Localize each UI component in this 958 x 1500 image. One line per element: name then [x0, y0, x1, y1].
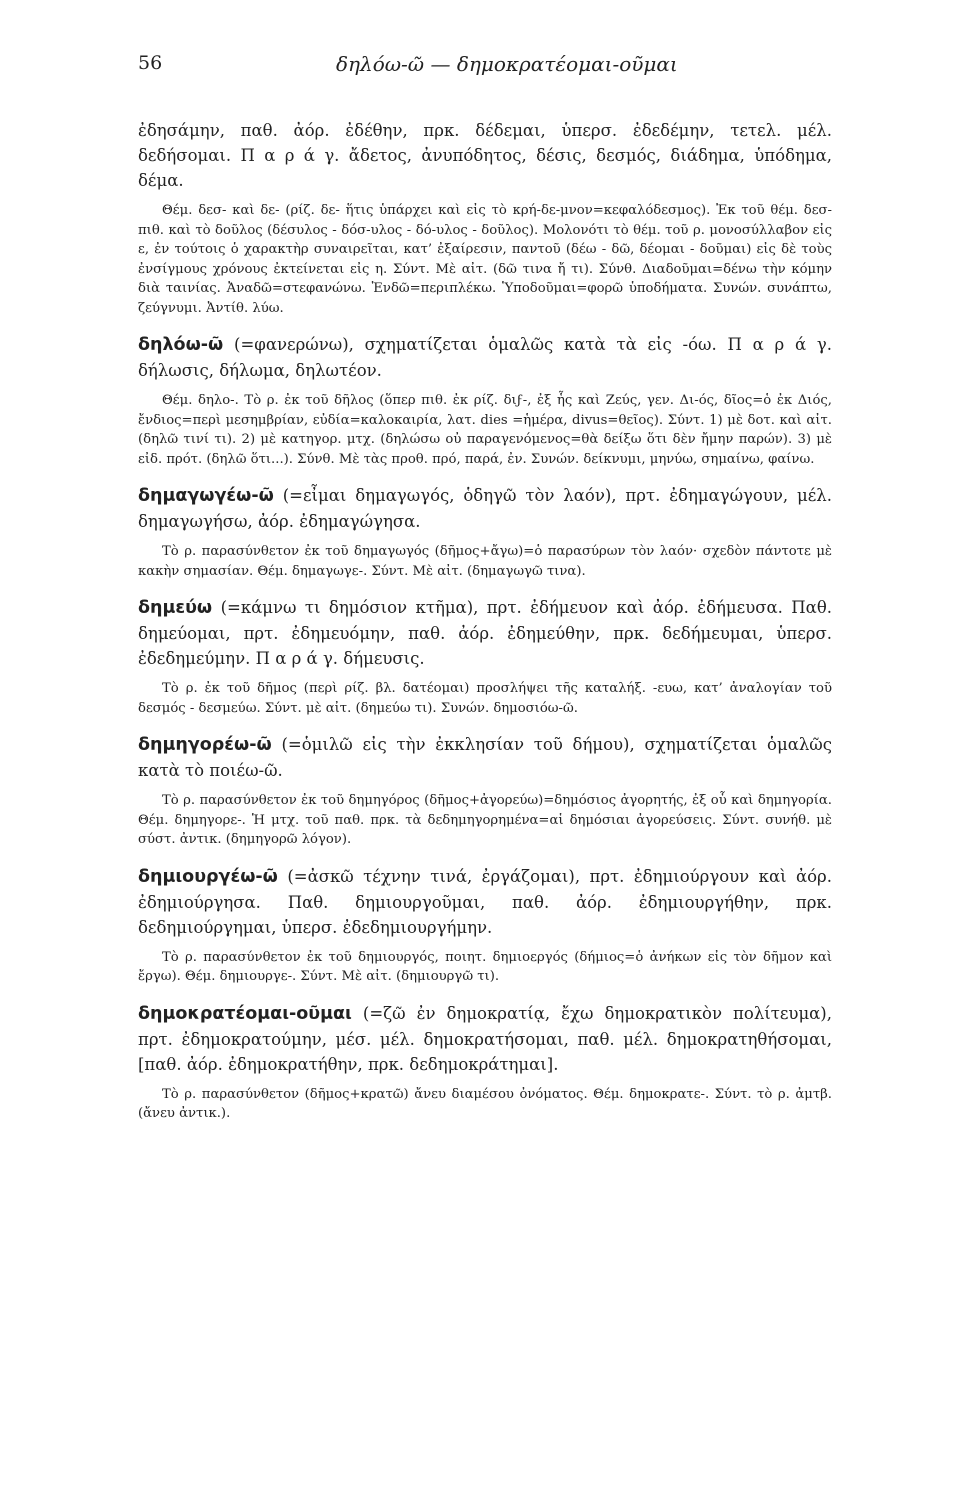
- entry-lemma: δημιουργέω-ῶ: [138, 866, 278, 887]
- entry-continuation: ἐδησάμην, παθ. ἀόρ. ἐδέθην, πρκ. δέδεμαι, ὑπερσ. ἐδεδέμην, τετελ. μέλ. δεδήσομαι. Π α ρ ά γ. ἄδετος, ἀνυπόδητος, δέσις, δεσμός, διάδημα, ὑπόδημα, δέμα.: [138, 121, 832, 190]
- entry-head: [138, 332, 832, 383]
- page-header: [138, 52, 838, 86]
- entry-etymology: Τὸ ρ. παρασύνθετον ἐκ τοῦ δημηγόρος (δῆμος+ἀγορεύω)=δημόσιος ἀγορητής, ἐξ οὗ καὶ δημηγορία. Θέμ. δημηγορε-. Ἡ μτχ. τοῦ παθ. πρκ. τὰ δεδημηγορημένα=αἱ δημόσιαι ἀγορεύσεις. Σύντ. συνήθ. μὲ σύστ. ἀντικ. (δημηγορῶ λόγον).: [138, 793, 832, 847]
- entry-head: [138, 864, 832, 940]
- entry-head: [138, 732, 832, 783]
- entry-etymology: Τὸ ρ. ἐκ τοῦ δῆμος (περὶ ρίζ. βλ. δατέομαι) προσλήψει τῆς καταλήξ. -ευω, κατ’ ἀναλογίαν τοῦ δεσμός - δεσμεύω. Σύντ. μὲ αἰτ. (δημεύω τι). Συνών. δημοσιόω-ῶ.: [138, 681, 832, 716]
- entry-etymology: Τὸ ρ. παρασύνθετον ἐκ τοῦ δημιουργός, ποιητ. δημιοεργός (δήμιος=ὁ ἀνήκων εἰς τὸν δῆμον καὶ ἔργω). Θέμ. δημιουργε-. Σύντ. Μὲ αἰτ. (δημιουργῶ τι).: [138, 949, 832, 984]
- running-head: δηλόω-ῶ — δημοκρατέομαι-οῦμαι: [336, 52, 678, 76]
- entry-definition: (=φανερώνω), σχηματίζεται ὁμαλῶς κατὰ τὰ εἰς -όω. Π α ρ ά γ. δήλωσις, δήλωμα, δηλωτέον.: [138, 335, 832, 380]
- entry-lemma: δηλόω-ῶ: [138, 335, 224, 355]
- page-body: [138, 118, 832, 1138]
- entry-lemma: δημεύω: [138, 598, 213, 618]
- entry-definition: (=εἶμαι δημαγωγός, ὁδηγῶ τὸν λαόν), πρτ. ἐδημαγώγουν, μέλ. δημαγωγήσω, ἀόρ. ἐδημαγώγησα.: [138, 486, 832, 531]
- entry-lemma: δημοκρατέομαι-οῦμαι: [138, 1003, 352, 1024]
- entry-definition: (=ἀσκῶ τέχνην τινά, ἐργάζομαι), πρτ. ἐδημιούργουν καὶ ἀόρ. ἐδημιούργησα. Παθ. δημιουργοῦμαι, παθ. ἀόρ. ἐδημιουργήθην, πρκ. δεδημιούργημαι, ὑπερσ. ἐδεδημιουργήμην.: [138, 866, 832, 937]
- entry-head: [138, 595, 832, 671]
- entry-definition: (=ζῶ ἐν δημοκρατίᾳ, ἔχω δημοκρατικὸν πολίτευμα), πρτ. ἐδημοκρατούμην, μέσ. μέλ. δημοκρατήσομαι, παθ. μέλ. δημοκρατηθήσομαι, [παθ. ἀόρ. ἐδημοκρατήθην, πρκ. δεδημοκράτημαι].: [138, 1003, 832, 1074]
- entry-head: [138, 483, 832, 534]
- entry-definition: (=κάμνω τι δημόσιον κτῆμα), πρτ. ἐδήμευον καὶ ἀόρ. ἐδήμευσα. Παθ. δημεύομαι, πρτ. ἐδημευόμην, παθ. ἀόρ. ἐδημεύθην, πρκ. δεδήμευμαι, ὑπερσ. ἐδεδημεύμην. Π α ρ ά γ. δήμευσις.: [138, 598, 832, 668]
- entry-etymology: Τὸ ρ. παρασύνθετον (δῆμος+κρατῶ) ἄνευ διαμέσου ὀνόματος. Θέμ. δημοκρατε-. Σύντ. τὸ ρ. ἀμτβ. (ἄνευ ἀντικ.).: [138, 1086, 832, 1121]
- entry-head: [138, 1001, 832, 1077]
- entry-definition: (=ὁμιλῶ εἰς τὴν ἐκκλησίαν τοῦ δήμου), σχηματίζεται ὁμαλῶς κατὰ τὸ ποιέω-ῶ.: [138, 735, 832, 780]
- entry-lemma: δημηγορέω-ῶ: [138, 735, 272, 755]
- entry-etymology: Τὸ ρ. παρασύνθετον ἐκ τοῦ δημαγωγός (δῆμος+ἄγω)=ὁ παρασύρων τὸν λαόν· σχεδὸν πάντοτε μὲ κακὴν σημασίαν. Θέμ. δημαγωγε-. Σύντ. Μὲ αἰτ. (δημαγωγῶ τινα).: [138, 544, 832, 579]
- page-number: 56: [138, 52, 163, 74]
- entry-lemma: δημαγωγέω-ῶ: [138, 486, 274, 506]
- entry-etymology: Θέμ. δηλο-. Τὸ ρ. ἐκ τοῦ δῆλος (ὅπερ πιθ. ἐκ ρίζ. διϝ-, ἐξ ἧς καὶ Ζεύς, γεν. Δι-ός, δῖος=ὁ ἐκ Διός, ἔνδιος=περὶ μεσημβρίαν, εὐδία=καλοκαιρία, λατ. dies =ἡμέρα, divus=θεῖος). Σύντ. 1) μὲ δοτ. καὶ αἰτ. (δηλῶ τινί τι). 2) μὲ κατηγορ. μτχ. (δηλώσω οὐ παραγενόμενος=θὰ δείξω ὅτι δὲν ἤμην παρών). 3) μὲ εἰδ. πρότ. (δηλῶ ὅτι...). Σύνθ. Μὲ τὰς προθ. πρό, παρά, ἐν. Συνών. δείκνυμι, μηνύω, σημαίνω, φαίνω.: [138, 393, 832, 467]
- entry-etymology: Θέμ. δεσ- καὶ δε- (ρίζ. δε- ἥτις ὑπάρχει καὶ εἰς τὸ κρή-δε-μνον=κεφαλόδεσμος). Ἐκ τοῦ θέμ. δεσ- πιθ. καὶ τὸ δοῦλος (δέσυλος - δόσ-υλος - δό-υλος - δοῦλος). Μολονότι τὸ θέμ. τοῦ ρ. μονοσύλλαβον εἰς ε, ἐν τούτοις ὁ χαρακτὴρ συναιρεῖται, κατ’ ἐξαίρεσιν, παντοῦ (δέω - δῶ, δέομαι - δοῦμαι) εἰς δὲ τοὺς ἐνσίγμους χρόνους ἐκτείνεται εἰς η. Σύντ. Μὲ αἰτ. (δῶ τινα ἤ τι). Σύνθ. Διαδοῦμαι=δένω τὴν κόμην διὰ ταινίας. Ἀναδῶ=στεφανώνω. Ἐνδῶ=περιπλέκω. Ὑποδοῦμαι=φορῶ ὑποδήματα. Συνών. συνάπτω, ζεύγνυμι. Ἀντίθ. λύω.: [138, 203, 832, 316]
